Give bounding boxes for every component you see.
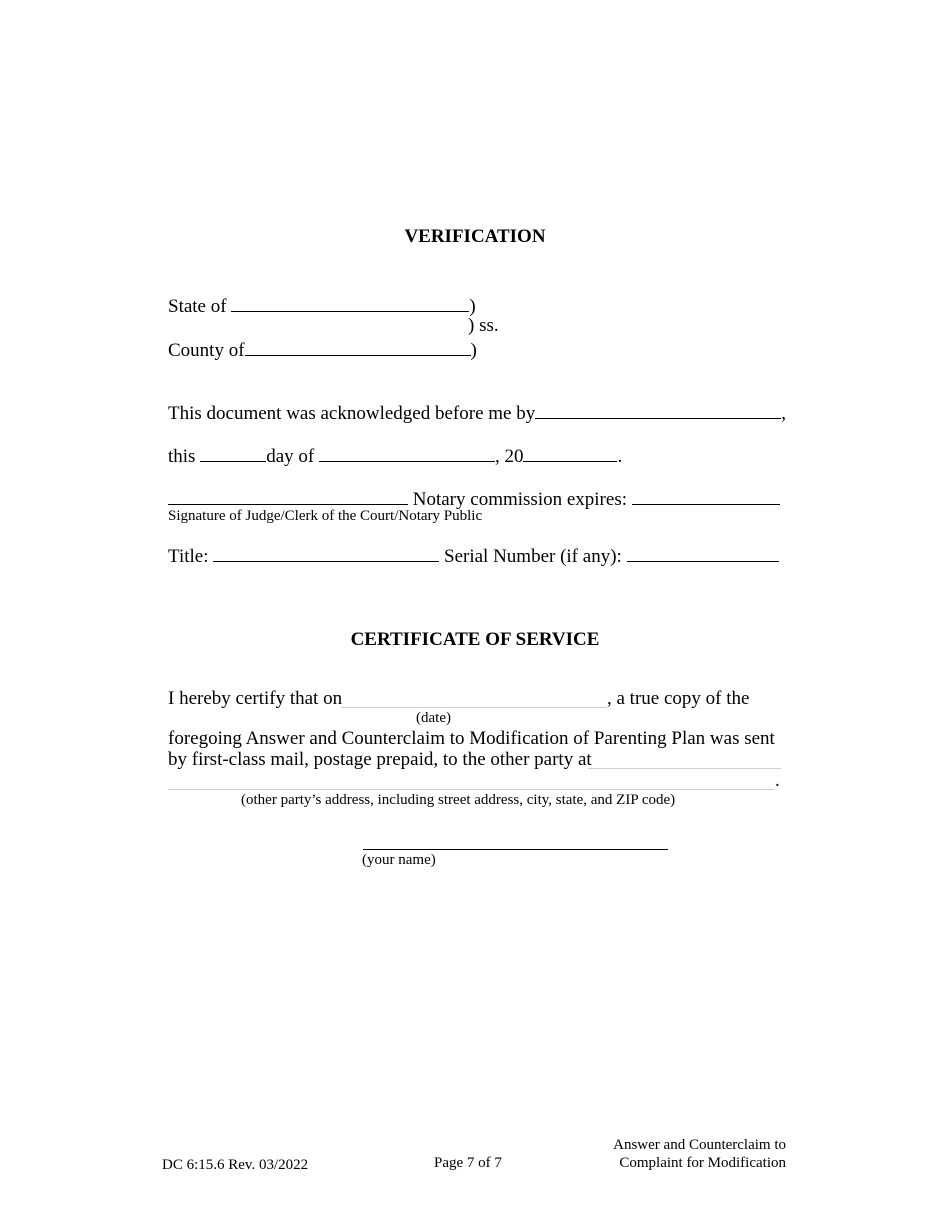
serial-label: Serial Number (if any): [444,546,622,567]
date-field[interactable] [341,691,607,708]
certify-suffix: , a true copy of the [607,688,750,709]
state-row [168,293,476,318]
certificate-title: CERTIFICATE OF SERVICE [350,629,600,650]
state-label: State of [168,296,227,317]
address-field-line1[interactable] [588,752,781,769]
certify-prefix: I hereby certify that on [168,688,343,709]
certify-line3: by first-class mail, postage prepaid, to the other party at [168,749,592,770]
year-blank[interactable] [523,443,617,462]
acknowledged-comma: , [781,403,786,424]
title-label: Title: [168,546,209,567]
day-of-label: day of [266,446,315,467]
acknowledged-text: This document was acknowledged before me by [168,403,536,424]
form-id: DC 6:15.6 Rev. 03/2022 [162,1157,309,1173]
signature-caption: Signature of Judge/Clerk of the Court/Notary Public [168,508,483,524]
county-paren: ) [470,340,477,361]
title-row [168,543,779,568]
state-blank[interactable] [231,293,469,312]
state-paren: ) [469,296,476,317]
county-row [168,337,477,362]
name-signature-line[interactable] [363,849,668,850]
address-caption: (other party’s address, including street address, city, state, and ZIP code) [241,792,676,808]
verification-title: VERIFICATION [404,226,546,247]
date-row [168,443,622,468]
serial-blank[interactable] [627,543,779,562]
ss-label: ) ss. [468,315,499,336]
doc-title-line2: Complaint for Modification [619,1155,786,1171]
name-caption: (your name) [362,852,436,868]
acknowledged-row [168,400,786,425]
date-period: . [617,446,623,467]
acknowledged-by-blank[interactable] [535,400,781,419]
day-blank[interactable] [200,443,266,462]
county-blank[interactable] [245,337,471,356]
month-blank[interactable] [319,443,495,462]
title-blank[interactable] [213,543,439,562]
doc-title-line1: Answer and Counterclaim to [613,1137,786,1153]
address-field-line2[interactable] [168,773,774,790]
notary-expires-blank[interactable] [632,486,780,505]
notary-label: Notary commission expires: [412,489,627,510]
signature-blank[interactable] [168,486,408,505]
certify-line2: foregoing Answer and Counterclaim to Modification of Parenting Plan was sent [168,728,775,749]
county-label: County of [168,340,245,361]
date-caption: (date) [416,710,451,726]
year-prefix: , 20 [494,446,524,467]
page-number: Page 7 of 7 [434,1155,502,1171]
this-label: this [168,446,196,467]
address-period: . [775,770,780,791]
